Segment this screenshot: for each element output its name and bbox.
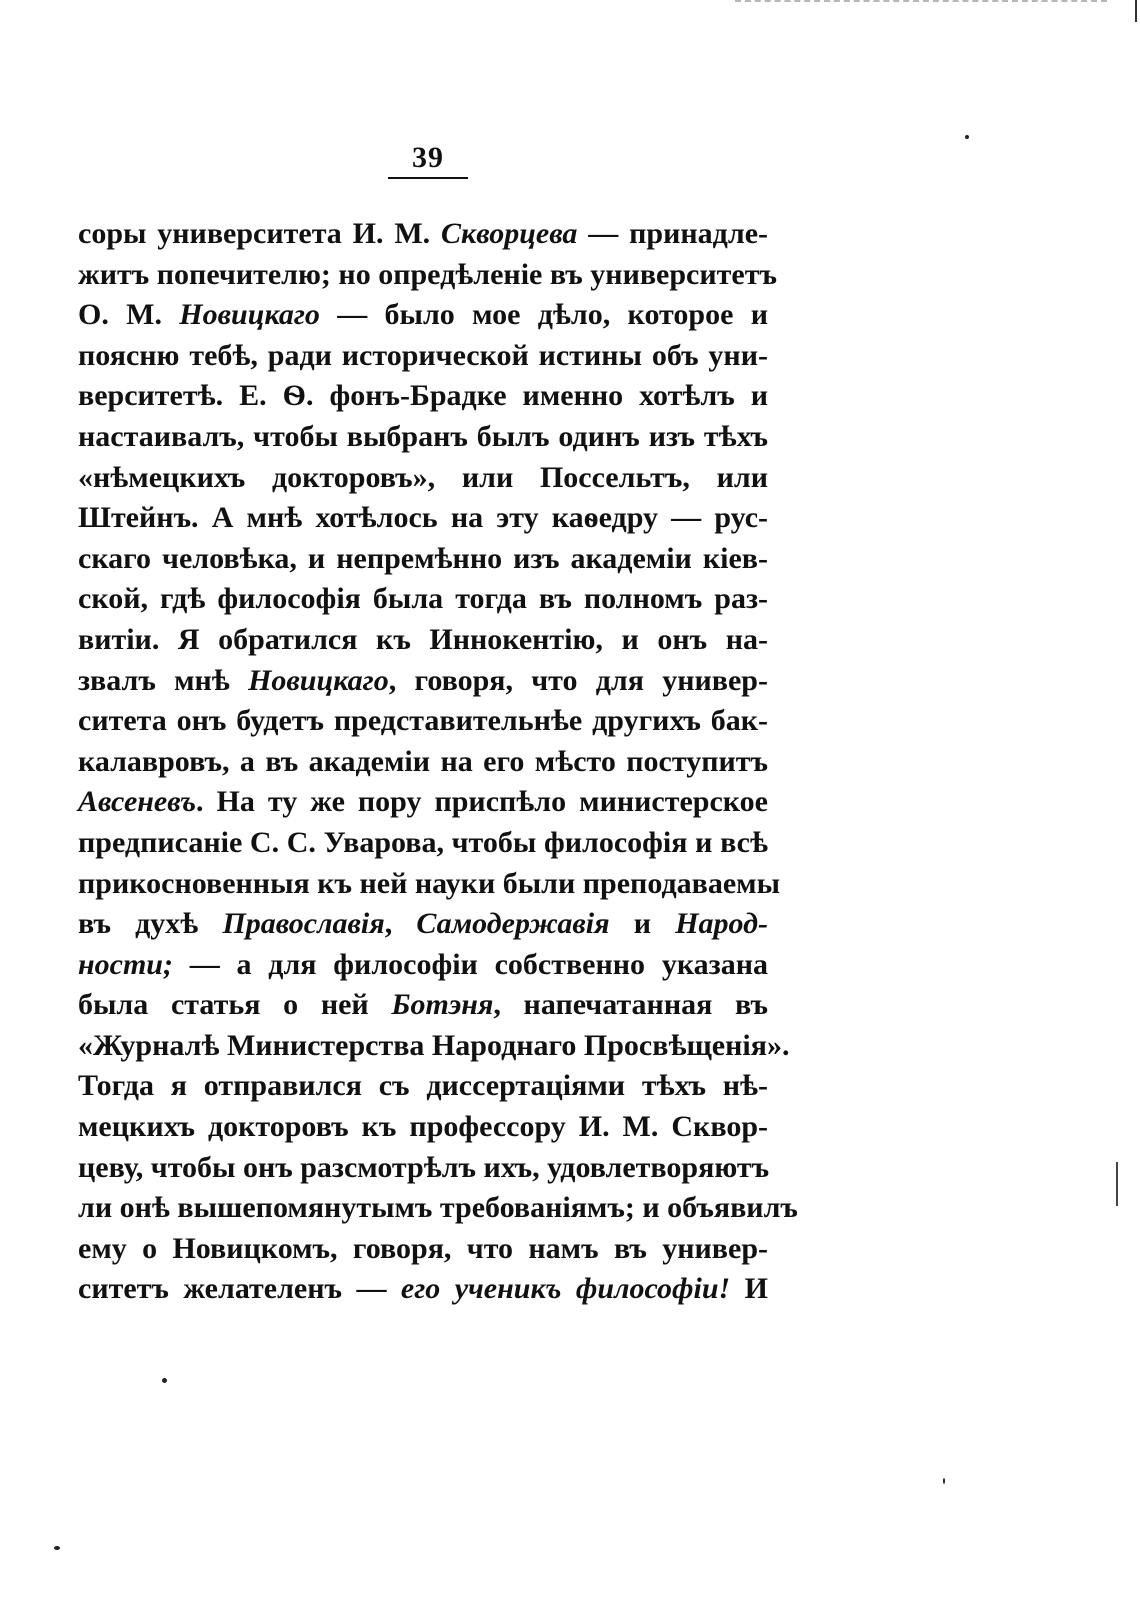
page-number-rule [388, 177, 468, 179]
italic-segment: Скворцева [441, 217, 578, 250]
text-line [78, 864, 781, 905]
scan-speck [162, 1378, 167, 1383]
text-segment: предписаніе С. С. Уварова, чтобы философія и всѣ [78, 825, 768, 859]
scan-edge-right-lower [1116, 1162, 1118, 1206]
text-segment: ситетъ желателенъ — [78, 1272, 401, 1306]
text-segment: въ духѣ [78, 907, 223, 941]
text-line [78, 255, 777, 296]
scan-edge-top [735, 0, 1107, 8]
text-line [78, 539, 768, 580]
page-number: 39 [412, 141, 444, 174]
text-line [78, 1269, 768, 1310]
text-segment: И [730, 1272, 768, 1306]
scan-speck [54, 1546, 60, 1550]
scan-speck [965, 135, 969, 139]
text-segment: Тогда я отправился съ диссертаціями тѣхъ нѣ- [78, 1069, 768, 1103]
text-segment: , напечатанная въ [493, 988, 768, 1022]
scan-speck [943, 1478, 945, 1484]
text-segment: ской, гдѣ философія была тогда въ полномъ раз- [78, 582, 768, 616]
text-segment: была статья о ней [78, 988, 392, 1022]
italic-segment: Народ- [675, 907, 769, 941]
italic-segment: ности; [78, 947, 173, 981]
text-segment: и [609, 907, 676, 941]
text-line [78, 376, 768, 417]
text-segment: Штейнъ. А мнѣ хотѣлось на эту каѳедру — рус- [78, 501, 768, 535]
text-line [78, 1188, 798, 1229]
text-line [78, 1026, 790, 1067]
text-line [78, 295, 768, 336]
text-line [78, 823, 768, 864]
text-line [78, 458, 768, 499]
text-segment: — принадле- [577, 217, 768, 250]
text-segment: настаивалъ, чтобы выбранъ былъ одинъ изъ тѣхъ [78, 419, 768, 453]
scan-edge-right [1135, 0, 1137, 22]
text-line [78, 1066, 768, 1107]
text-line [78, 742, 768, 783]
text-segment: витіи. Я обратился къ Иннокентію, и онъ на- [78, 622, 768, 656]
text-line [78, 904, 768, 945]
text-segment: соры университета И. М. [78, 217, 442, 250]
text-segment: мецкихъ докторовъ къ профессору И. М. Сквор- [78, 1110, 768, 1144]
text-line [78, 214, 768, 255]
italic-segment: Православія [222, 907, 385, 941]
italic-segment: Ботэня [391, 988, 494, 1022]
italic-segment: Новицкаго [179, 298, 320, 332]
text-segment: верситетѣ. Е. Ѳ. фонъ-Брадке именно хотѣлъ и [78, 379, 768, 413]
text-line [78, 945, 768, 986]
text-segment: прикосновенныя къ ней науки были преподаваемы [78, 866, 781, 900]
text-line [78, 336, 768, 377]
text-segment: , [384, 907, 417, 941]
text-line [78, 1229, 768, 1270]
text-line [78, 498, 768, 539]
text-line [78, 1107, 768, 1148]
italic-segment: Авсеневъ [78, 785, 197, 819]
text-segment: ему о Новицкомъ, говоря, что намъ въ универ- [78, 1231, 768, 1265]
text-segment: «нѣмецкихъ докторовъ», или Поссельтъ, или [78, 460, 768, 494]
body-text [78, 214, 798, 1310]
text-segment: калавровъ, а въ академіи на его мѣсто поступитъ [78, 744, 768, 778]
text-segment: . На ту же пору приспѣло министерское [196, 785, 768, 819]
text-line [78, 579, 768, 620]
text-segment: скаго человѣка, и непремѣнно изъ академіи кіев- [78, 541, 768, 575]
text-segment: — было мое дѣло, которое и [319, 298, 768, 332]
text-segment: поясню тебѣ, ради исторической истины объ уни- [78, 338, 768, 372]
text-line [78, 417, 768, 458]
text-segment: — а для философіи собственно указана [172, 947, 768, 981]
text-segment: ситета онъ будетъ представительнѣе другихъ бак- [78, 704, 768, 738]
text-line [78, 782, 768, 823]
italic-segment: Самодержавія [416, 907, 610, 941]
text-line [78, 701, 768, 742]
text-line [78, 1148, 768, 1189]
italic-segment: Новицкаго [248, 663, 389, 697]
text-segment: О. М. [78, 298, 180, 332]
text-segment: ли онѣ вышепомянутымъ требованіямъ; и объявилъ [78, 1191, 798, 1225]
text-segment: житъ попечителю; но опредѣленіе въ университетъ [78, 257, 777, 291]
italic-segment: его ученикъ философіи! [400, 1272, 731, 1306]
text-line [78, 620, 768, 661]
text-line [78, 985, 768, 1026]
text-segment: звалъ мнѣ [78, 663, 249, 697]
text-segment: «Журналѣ Министерства Народнаго Просвѣщенія». [78, 1028, 790, 1062]
text-segment: цеву, чтобы онъ разсмотрѣлъ ихъ, удовлетворяютъ [78, 1150, 770, 1184]
text-line [78, 661, 768, 702]
text-segment: , говоря, что для универ- [388, 663, 768, 697]
